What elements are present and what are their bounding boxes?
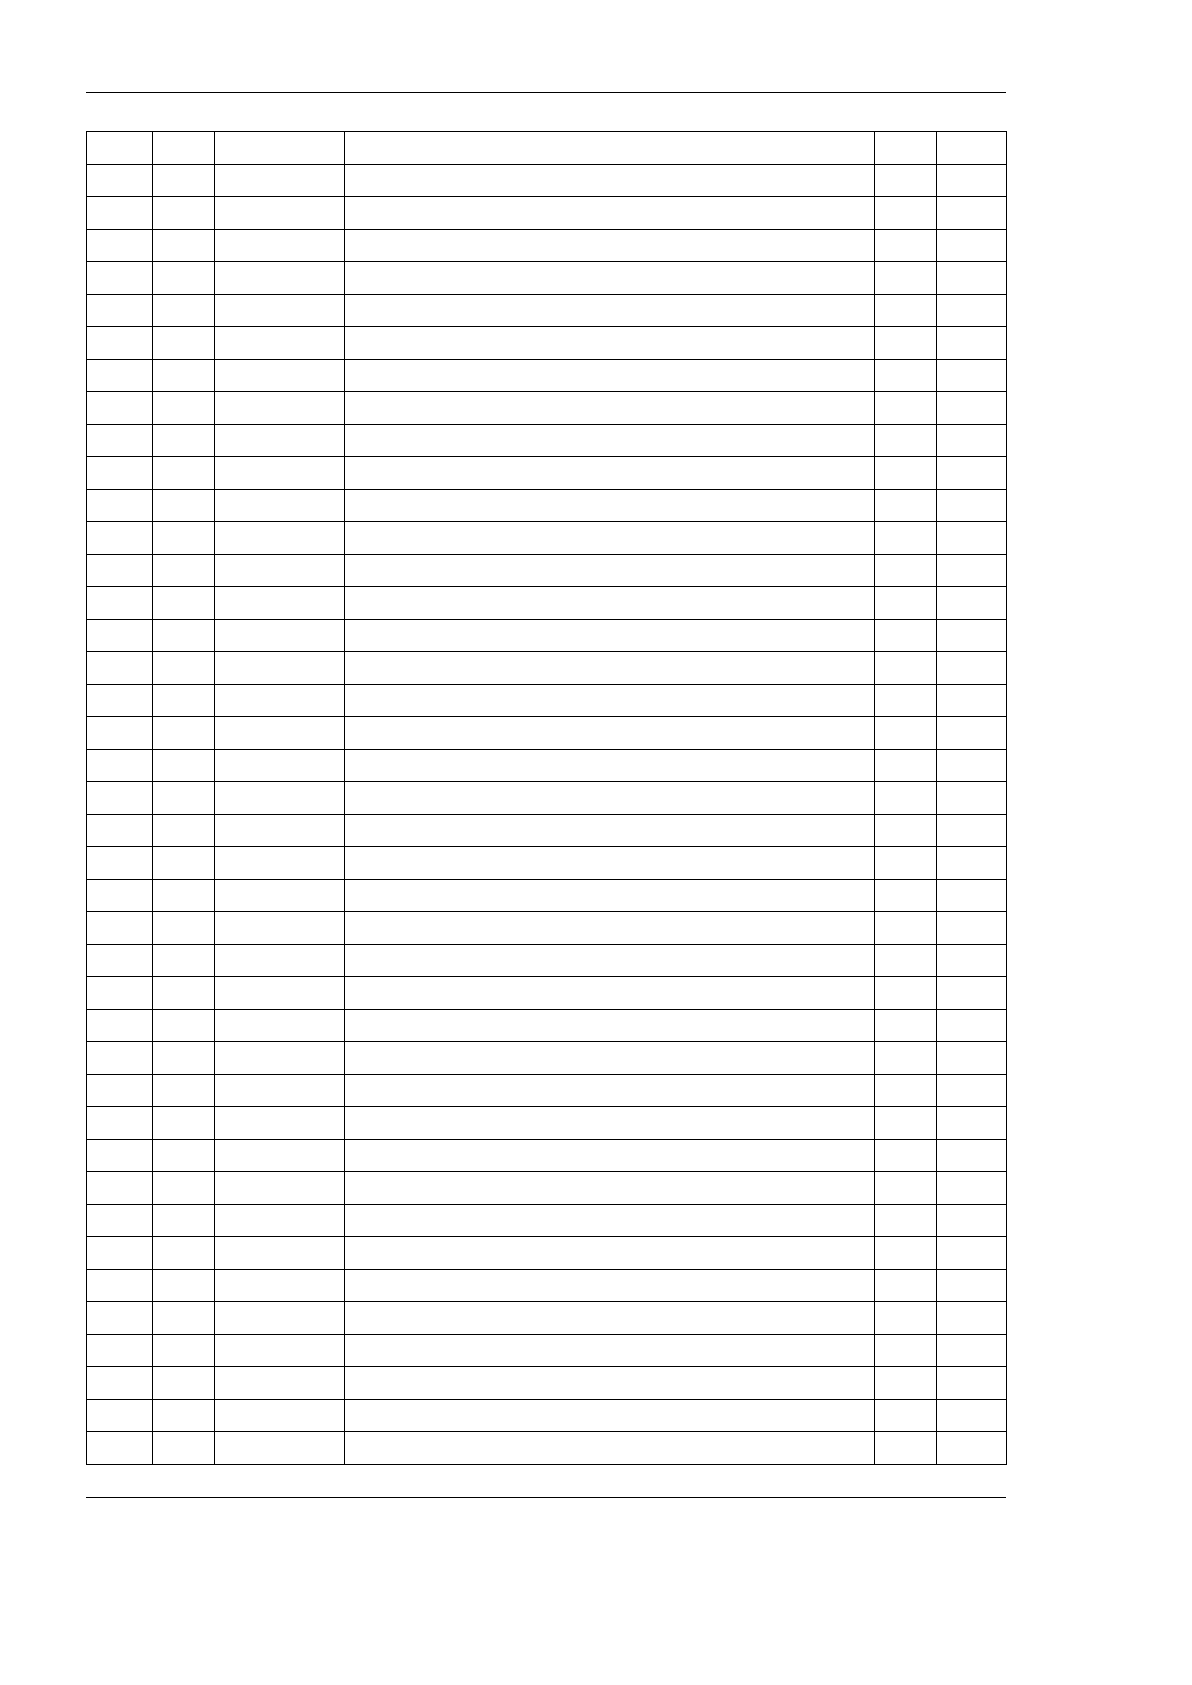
table-cell [875, 587, 937, 620]
table-cell [875, 1074, 937, 1107]
table-cell [937, 489, 1007, 522]
table-row [87, 457, 1007, 490]
table-cell [87, 132, 153, 165]
table-cell [153, 1237, 215, 1270]
table-cell [215, 164, 345, 197]
table-cell [153, 847, 215, 880]
table-cell [153, 749, 215, 782]
table-cell [153, 522, 215, 555]
table-cell [215, 1367, 345, 1400]
table-cell [215, 1042, 345, 1075]
table-cell [153, 814, 215, 847]
table-cell [215, 392, 345, 425]
table-cell [215, 749, 345, 782]
table-cell [875, 489, 937, 522]
table-cell [215, 359, 345, 392]
table-cell [215, 489, 345, 522]
table-cell [215, 782, 345, 815]
table-cell [937, 652, 1007, 685]
table-cell [87, 554, 153, 587]
table-cell [215, 1269, 345, 1302]
table-cell [345, 164, 875, 197]
table-cell [937, 522, 1007, 555]
table-cell [875, 1399, 937, 1432]
table-cell [153, 1269, 215, 1302]
table-cell [87, 294, 153, 327]
table-cell [875, 977, 937, 1010]
table-cell [345, 1399, 875, 1432]
table-cell [345, 554, 875, 587]
data-table-container [86, 131, 1006, 1465]
table-cell [87, 327, 153, 360]
table-row [87, 619, 1007, 652]
table-cell [153, 977, 215, 1010]
table-cell [875, 1009, 937, 1042]
table-cell [875, 619, 937, 652]
table-row [87, 554, 1007, 587]
table-cell [87, 1237, 153, 1270]
table-cell [87, 977, 153, 1010]
table-cell [87, 1302, 153, 1335]
table-cell [153, 782, 215, 815]
table-cell [937, 327, 1007, 360]
table-row [87, 1432, 1007, 1465]
table-cell [875, 327, 937, 360]
table-cell [87, 522, 153, 555]
table-cell [215, 522, 345, 555]
table-cell [937, 392, 1007, 425]
table-cell [153, 294, 215, 327]
table-cell [875, 359, 937, 392]
table-cell [345, 197, 875, 230]
table-cell [875, 164, 937, 197]
table-cell [937, 1042, 1007, 1075]
table-row [87, 587, 1007, 620]
table-cell [153, 457, 215, 490]
table-cell [345, 229, 875, 262]
table-cell [937, 847, 1007, 880]
table-cell [87, 457, 153, 490]
table-cell [345, 1204, 875, 1237]
table-cell [875, 847, 937, 880]
table-cell [937, 1432, 1007, 1465]
table-cell [345, 717, 875, 750]
table-cell [875, 132, 937, 165]
table-cell [875, 554, 937, 587]
table-cell [87, 359, 153, 392]
table-row [87, 684, 1007, 717]
table-cell [215, 1139, 345, 1172]
table-row [87, 814, 1007, 847]
table-cell [153, 489, 215, 522]
table-cell [87, 912, 153, 945]
table-cell [87, 1009, 153, 1042]
table-row [87, 164, 1007, 197]
table-row [87, 522, 1007, 555]
header-rule [86, 92, 1006, 93]
table-row [87, 912, 1007, 945]
table-cell [215, 1074, 345, 1107]
table-cell [215, 327, 345, 360]
table-row [87, 262, 1007, 295]
table-cell [937, 359, 1007, 392]
table-cell [875, 1367, 937, 1400]
table-cell [937, 197, 1007, 230]
table-cell [153, 1399, 215, 1432]
table-cell [153, 684, 215, 717]
table-cell [937, 1367, 1007, 1400]
table-row [87, 327, 1007, 360]
table-cell [875, 717, 937, 750]
table-cell [937, 912, 1007, 945]
table-cell [87, 879, 153, 912]
table-cell [153, 1172, 215, 1205]
table-cell [87, 587, 153, 620]
table-cell [153, 1009, 215, 1042]
table-cell [345, 489, 875, 522]
table-cell [875, 1432, 937, 1465]
table-row [87, 1399, 1007, 1432]
table-cell [153, 1107, 215, 1140]
table-row [87, 1009, 1007, 1042]
table-cell [345, 262, 875, 295]
table-cell [87, 1432, 153, 1465]
table-cell [215, 977, 345, 1010]
table-row [87, 944, 1007, 977]
table-cell [87, 1042, 153, 1075]
table-row [87, 782, 1007, 815]
table-cell [87, 1269, 153, 1302]
table-cell [937, 684, 1007, 717]
table-cell [215, 1107, 345, 1140]
table-cell [875, 1042, 937, 1075]
table-row [87, 749, 1007, 782]
table-cell [87, 1367, 153, 1400]
table-cell [345, 1367, 875, 1400]
table-cell [875, 912, 937, 945]
table-cell [215, 1432, 345, 1465]
table-cell [345, 359, 875, 392]
table-cell [153, 359, 215, 392]
table-row [87, 1302, 1007, 1335]
table-cell [345, 1302, 875, 1335]
table-cell [937, 164, 1007, 197]
table-row [87, 424, 1007, 457]
table-cell [215, 717, 345, 750]
table-cell [215, 814, 345, 847]
table-row [87, 1139, 1007, 1172]
table-cell [937, 294, 1007, 327]
table-cell [345, 1334, 875, 1367]
table-cell [87, 684, 153, 717]
table-cell [875, 1334, 937, 1367]
table-cell [937, 554, 1007, 587]
table-cell [345, 587, 875, 620]
table-cell [875, 1107, 937, 1140]
table-cell [937, 1204, 1007, 1237]
table-cell [153, 619, 215, 652]
table-cell [875, 424, 937, 457]
table-cell [215, 944, 345, 977]
table-row [87, 1042, 1007, 1075]
table-row [87, 359, 1007, 392]
table-cell [215, 912, 345, 945]
table-cell [345, 1042, 875, 1075]
table-cell [153, 912, 215, 945]
table-row [87, 652, 1007, 685]
table-cell [345, 1009, 875, 1042]
table-cell [875, 944, 937, 977]
table-cell [875, 1269, 937, 1302]
table-cell [153, 1074, 215, 1107]
table-cell [345, 1139, 875, 1172]
table-cell [937, 1237, 1007, 1270]
table-row [87, 1074, 1007, 1107]
table-cell [937, 717, 1007, 750]
table-row [87, 1172, 1007, 1205]
table-cell [937, 262, 1007, 295]
table-cell [153, 262, 215, 295]
table-cell [215, 587, 345, 620]
table-row [87, 1334, 1007, 1367]
table-cell [937, 1334, 1007, 1367]
table-cell [345, 912, 875, 945]
table-row [87, 1367, 1007, 1400]
table-row [87, 879, 1007, 912]
table-cell [345, 1107, 875, 1140]
table-cell [215, 879, 345, 912]
table-cell [937, 229, 1007, 262]
table-row [87, 294, 1007, 327]
table-cell [153, 1367, 215, 1400]
table-cell [215, 1399, 345, 1432]
table-cell [215, 262, 345, 295]
table-cell [215, 619, 345, 652]
table-cell [937, 619, 1007, 652]
table-cell [875, 684, 937, 717]
table-cell [345, 1074, 875, 1107]
table-cell [87, 847, 153, 880]
table-cell [937, 1107, 1007, 1140]
table-cell [153, 197, 215, 230]
table-cell [345, 944, 875, 977]
table-cell [215, 1302, 345, 1335]
table-cell [875, 814, 937, 847]
table-cell [215, 652, 345, 685]
table-cell [87, 229, 153, 262]
table-cell [937, 1074, 1007, 1107]
table-row [87, 392, 1007, 425]
table-cell [153, 652, 215, 685]
table-row [87, 1107, 1007, 1140]
data-table [86, 131, 1007, 1465]
table-cell [215, 554, 345, 587]
table-cell [937, 1269, 1007, 1302]
table-cell [875, 197, 937, 230]
table-cell [87, 652, 153, 685]
table-cell [875, 457, 937, 490]
table-cell [87, 197, 153, 230]
table-cell [937, 587, 1007, 620]
table-cell [215, 1172, 345, 1205]
table-cell [875, 782, 937, 815]
table-cell [153, 1334, 215, 1367]
table-cell [215, 132, 345, 165]
table-cell [875, 1139, 937, 1172]
table-cell [937, 782, 1007, 815]
table-cell [875, 262, 937, 295]
table-cell [215, 1009, 345, 1042]
table-cell [345, 1237, 875, 1270]
table-cell [345, 879, 875, 912]
table-row [87, 132, 1007, 165]
table-cell [87, 424, 153, 457]
table-cell [875, 294, 937, 327]
table-cell [937, 814, 1007, 847]
table-cell [153, 1204, 215, 1237]
table-cell [937, 1399, 1007, 1432]
table-cell [345, 847, 875, 880]
table-cell [87, 619, 153, 652]
table-cell [153, 327, 215, 360]
table-cell [153, 587, 215, 620]
table-cell [937, 1172, 1007, 1205]
table-row [87, 229, 1007, 262]
table-cell [345, 132, 875, 165]
table-cell [875, 1172, 937, 1205]
table-cell [937, 457, 1007, 490]
table-cell [153, 554, 215, 587]
table-cell [937, 749, 1007, 782]
table-cell [215, 229, 345, 262]
table-cell [875, 652, 937, 685]
table-cell [87, 164, 153, 197]
table-cell [153, 1139, 215, 1172]
table-cell [875, 879, 937, 912]
table-cell [345, 522, 875, 555]
table-cell [215, 457, 345, 490]
table-cell [875, 522, 937, 555]
table-cell [215, 1237, 345, 1270]
table-cell [215, 197, 345, 230]
table-cell [153, 879, 215, 912]
table-cell [87, 1204, 153, 1237]
table-cell [87, 489, 153, 522]
table-cell [875, 392, 937, 425]
table-cell [153, 164, 215, 197]
table-cell [937, 1009, 1007, 1042]
table-cell [937, 944, 1007, 977]
table-row [87, 977, 1007, 1010]
table-cell [215, 1334, 345, 1367]
table-cell [153, 944, 215, 977]
table-cell [215, 294, 345, 327]
table-cell [87, 717, 153, 750]
table-cell [153, 392, 215, 425]
table-cell [875, 749, 937, 782]
table-cell [345, 1269, 875, 1302]
table-cell [87, 1107, 153, 1140]
table-row [87, 1204, 1007, 1237]
table-cell [87, 782, 153, 815]
table-row [87, 197, 1007, 230]
table-cell [153, 1432, 215, 1465]
table-cell [345, 619, 875, 652]
table-cell [153, 424, 215, 457]
table-cell [87, 749, 153, 782]
table-cell [87, 1074, 153, 1107]
table-cell [153, 1042, 215, 1075]
table-cell [87, 262, 153, 295]
table-cell [153, 1302, 215, 1335]
table-cell [215, 1204, 345, 1237]
table-cell [345, 749, 875, 782]
table-row [87, 1237, 1007, 1270]
table-cell [215, 424, 345, 457]
table-cell [345, 457, 875, 490]
table-cell [937, 879, 1007, 912]
table-cell [875, 1302, 937, 1335]
table-cell [87, 944, 153, 977]
table-cell [937, 424, 1007, 457]
table-cell [87, 1172, 153, 1205]
table-cell [345, 814, 875, 847]
table-cell [215, 847, 345, 880]
table-cell [345, 977, 875, 1010]
table-cell [345, 327, 875, 360]
footer-rule [86, 1497, 1006, 1498]
table-cell [937, 977, 1007, 1010]
table-row [87, 489, 1007, 522]
table-cell [345, 1172, 875, 1205]
table-cell [875, 229, 937, 262]
table-cell [87, 392, 153, 425]
table-cell [937, 1139, 1007, 1172]
table-cell [153, 229, 215, 262]
table-cell [937, 1302, 1007, 1335]
table-cell [215, 684, 345, 717]
table-cell [345, 294, 875, 327]
table-cell [153, 717, 215, 750]
table-cell [87, 1399, 153, 1432]
table-row [87, 1269, 1007, 1302]
table-row [87, 717, 1007, 750]
table-cell [345, 782, 875, 815]
table-cell [937, 132, 1007, 165]
table-cell [875, 1237, 937, 1270]
table-cell [87, 1334, 153, 1367]
table-cell [153, 132, 215, 165]
table-cell [87, 814, 153, 847]
table-cell [345, 392, 875, 425]
table-cell [875, 1204, 937, 1237]
table-cell [345, 684, 875, 717]
table-cell [345, 424, 875, 457]
table-cell [345, 1432, 875, 1465]
table-cell [345, 652, 875, 685]
table-cell [87, 1139, 153, 1172]
table-row [87, 847, 1007, 880]
